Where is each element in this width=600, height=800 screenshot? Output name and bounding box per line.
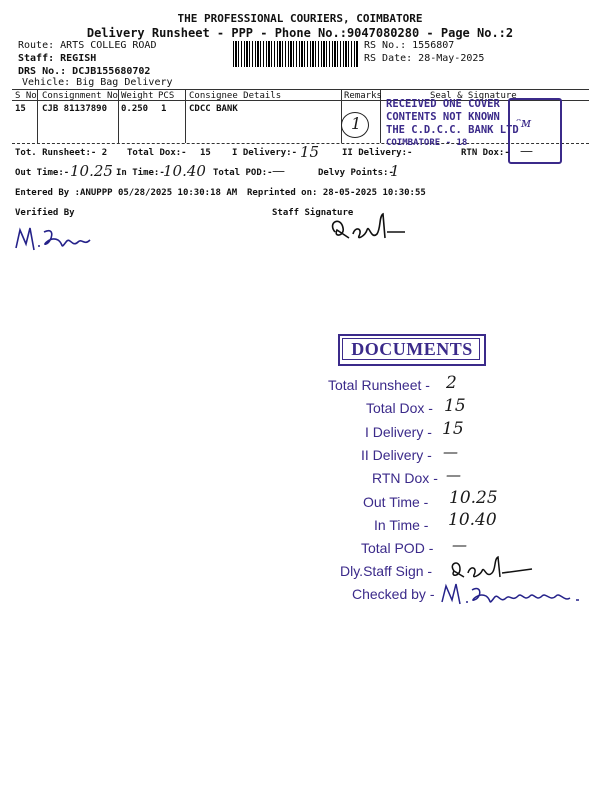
- doc-row-value: —: [443, 443, 458, 461]
- doc-row-value: —: [446, 466, 461, 484]
- doc-row-label: II Delivery -: [361, 447, 432, 463]
- staff-signature-label: Staff Signature: [272, 208, 354, 218]
- stamp-line: CONTENTS NOT KNOWN: [386, 111, 500, 123]
- barcode: [233, 41, 358, 67]
- col-divider: [37, 89, 38, 143]
- col-divider: [185, 89, 186, 143]
- stamp-line: RECEIVED ONE COVER: [386, 98, 500, 110]
- rtn-dox-hand: —: [520, 144, 533, 159]
- out-time-hand: 10.25: [70, 162, 113, 180]
- verifier-signature-icon: [12, 222, 102, 258]
- drs-text: DRS No.: DCJB155680702: [18, 66, 151, 77]
- in-time-label: In Time:-: [116, 168, 165, 178]
- i-delivery-label: I Delivery:-: [232, 148, 298, 158]
- doc-row-value: 15: [444, 396, 466, 416]
- doc-row-label: Out Time -: [363, 494, 429, 510]
- stamp-line: THE C.D.C.C. BANK LTD: [386, 124, 519, 136]
- total-pod-hand: —: [272, 164, 285, 179]
- table-row-pcs: 1: [161, 104, 167, 114]
- doc-row-label: Total Dox -: [366, 400, 433, 416]
- header-consignee: Consignee Details: [189, 91, 282, 101]
- rs-no-text: RS No.: 1556807: [364, 40, 455, 51]
- table-row-weight: 0.250: [121, 104, 149, 114]
- seal-box: [508, 98, 562, 164]
- verified-by-label: Verified By: [15, 208, 75, 218]
- in-time-hand: 10.40: [163, 162, 206, 180]
- header-seal: Seal & Signature: [430, 91, 517, 101]
- i-delivery-hand: 15: [300, 143, 320, 161]
- doc-row-label: I Delivery -: [365, 424, 432, 440]
- rtn-dox-label: RTN Dox:-: [461, 148, 510, 158]
- delvy-points-hand: 1: [390, 162, 400, 180]
- doc-row-label: Dly.Staff Sign -: [340, 563, 433, 579]
- header-weight: Weight: [121, 91, 154, 101]
- doc-row-label: Total POD -: [361, 540, 434, 556]
- entered-by: Entered By :ANUPPP 05/28/2025 10:30:18 AM: [15, 188, 238, 198]
- route-text: Route: ARTS COLLEG ROAD: [18, 40, 157, 51]
- table-row-consignee: CDCC BANK: [189, 104, 238, 114]
- doc-row-label: RTN Dox -: [372, 470, 438, 486]
- doc-row-label: In Time -: [374, 517, 429, 533]
- remark-hand: 1: [351, 114, 362, 133]
- tot-runsheet: Tot. Runsheet:- 2: [15, 148, 108, 158]
- total-pod-label: Total POD:-: [213, 168, 273, 178]
- stamp-line: COIMBATORE - 18: [386, 138, 468, 148]
- col-divider: [118, 89, 119, 143]
- header-remarks: Remarks: [344, 91, 382, 101]
- staff-text: Staff: REGISH: [18, 53, 97, 64]
- out-time-label: Out Time:-: [15, 168, 70, 178]
- doc-row-value: 15: [442, 419, 464, 439]
- rs-date-text: RS Date: 28-May-2025: [364, 53, 485, 64]
- header-consignment: Consignment No: [42, 91, 118, 101]
- documents-stamp-title: DOCUMENTS: [351, 339, 473, 359]
- ii-delivery-label: II Delivery:-: [342, 148, 413, 158]
- table-row-sno: 15: [15, 104, 26, 114]
- header-pcs: PCS: [158, 91, 175, 101]
- doc-row-value: 10.25: [449, 488, 498, 508]
- table-top-line: [12, 89, 589, 90]
- seal-initials-icon: ᵔᴍ: [516, 116, 532, 131]
- col-divider: [341, 89, 342, 143]
- doc-row-value: —: [452, 536, 467, 554]
- dly-staff-signature-icon: [446, 555, 538, 583]
- doc-row-value: 10.40: [448, 510, 497, 530]
- total-dox-value: 15: [200, 148, 211, 158]
- vehicle-text: Vehicle: Big Bag Delivery: [22, 77, 173, 88]
- staff-signature-icon: [325, 210, 415, 246]
- doc-row-label: Checked by -: [352, 586, 435, 602]
- table-row-consignment: CJB 81137890: [42, 104, 108, 114]
- documents-stamp-box: [338, 334, 486, 366]
- header-sno: S No: [15, 91, 37, 101]
- checked-by-signature-icon: [438, 580, 586, 610]
- doc-row-value: 2: [446, 373, 457, 393]
- doc-row-label: Total Runsheet -: [328, 377, 430, 393]
- delvy-points-label: Delvy Points:-: [318, 168, 394, 178]
- company-title: THE PROFESSIONAL COURIERS, COIMBATORE: [177, 12, 423, 25]
- reprinted-on: Reprinted on: 28-05-2025 10:30:55: [247, 188, 426, 198]
- runsheet-subtitle: Delivery Runsheet - PPP - Phone No.:9047080280 - Page No.:2: [86, 26, 514, 40]
- total-dox-label: Total Dox:-: [127, 148, 187, 158]
